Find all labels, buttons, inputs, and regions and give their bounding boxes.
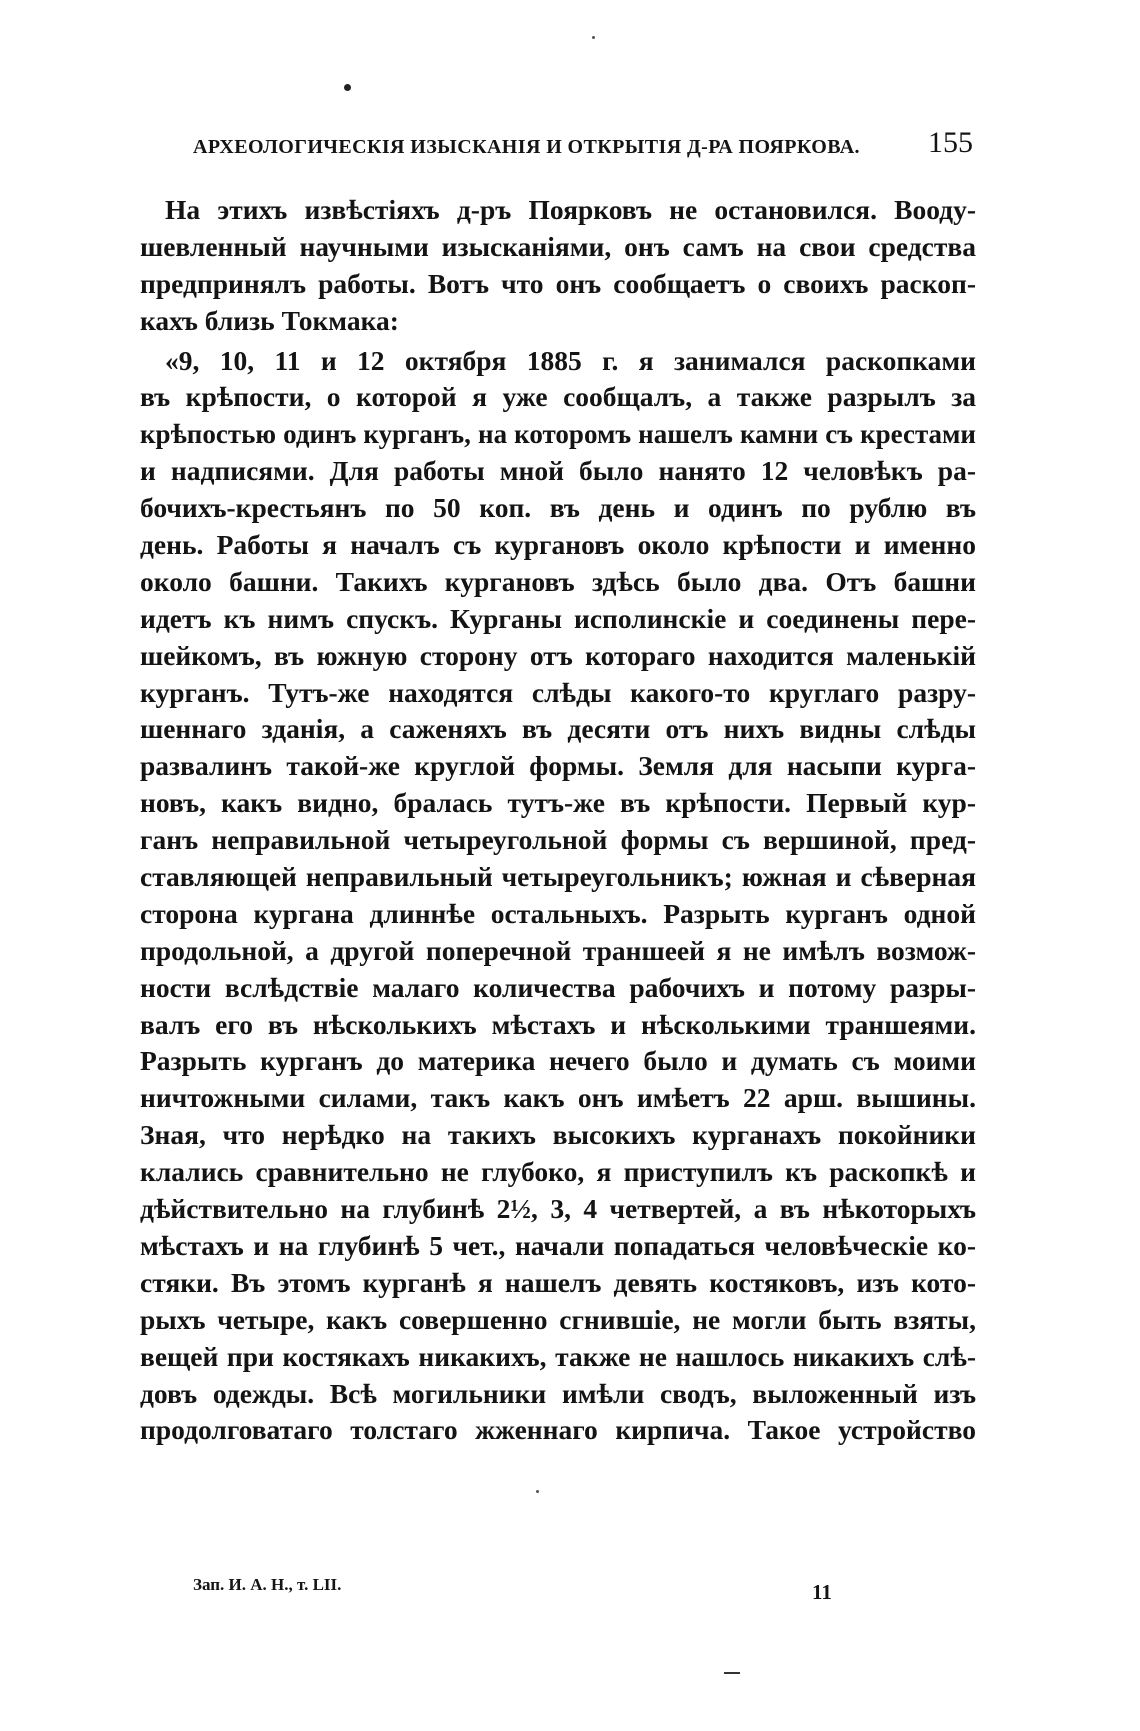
- text-line: ганъ неправильной четыреугольной формы съ вершиной, пред-: [140, 824, 976, 856]
- text-line: рыхъ четыре, какъ совершенно сгнившіе, не могли быть взяты,: [140, 1303, 976, 1335]
- running-head: [193, 126, 973, 166]
- text-line: новъ, какъ видно, бралась тутъ-же въ крѣпости. Первый кур-: [140, 787, 976, 819]
- text-line: клались сравнительно не глубоко, я приступилъ къ раскопкѣ и: [140, 1156, 976, 1188]
- text-line: ничтожными силами, такъ какъ онъ имѣетъ 22 арш. вышины.: [140, 1082, 976, 1114]
- text-line: идетъ къ нимъ спускъ. Курганы исполинскіе и соединены пере-: [140, 602, 976, 634]
- text-line: [140, 1523, 976, 1560]
- text-line: довъ одежды. Всѣ могильники имѣли сводъ, выложенный изъ: [140, 1377, 976, 1409]
- paragraph-2: [140, 343, 976, 1597]
- text-line: предпринялъ работы. Вотъ что онъ сообщаетъ о своихъ раскоп-: [140, 267, 976, 299]
- text-line: въ крѣпости, о которой я уже сообщалъ, а также разрылъ за: [140, 381, 976, 413]
- text-line: Зная, что нерѣдко на такихъ высокихъ курганахъ покойники: [140, 1119, 976, 1151]
- text-line: валъ его въ нѣсколькихъ мѣстахъ и нѣсколькими траншеями.: [140, 1008, 976, 1040]
- page-number: 155: [928, 126, 973, 159]
- text-line: шейкомъ, въ южную сторону отъ котораго находится маленькій: [140, 639, 976, 671]
- text-line: курганъ. Тутъ-же находятся слѣды какого-то круглаго разру-: [140, 676, 976, 708]
- text-line: «9, 10, 11 и 12 октября 1885 г. я занимался раскопками: [165, 344, 976, 376]
- text-line: На этихъ извѣстіяхъ д-ръ Поярковъ не остановился. Вооду-: [165, 194, 976, 225]
- text-line: сторона кургана длиннѣе остальныхъ. Разрыть курганъ одной: [140, 897, 976, 929]
- paragraph-1: [140, 192, 976, 340]
- text-line: Разрыть курганъ до материка нечего было и думать съ моими: [140, 1045, 976, 1077]
- text-line: крѣпостью одинъ курганъ, на которомъ нашелъ камни съ крестами: [140, 419, 976, 450]
- text-line: продольной, а другой поперечной траншеей я не имѣлъ возмож-: [140, 934, 976, 966]
- text-line: мѣстахъ и на глубинѣ 5 чет., начали попадаться человѣческіе ко-: [140, 1229, 976, 1261]
- text-line: дѣйствительно на глубинѣ 2½, 3, 4 четвертей, а въ нѣкоторыхъ: [140, 1193, 976, 1225]
- text-line: вещей при костякахъ никакихъ, также не нашлось никакихъ слѣ-: [140, 1340, 976, 1372]
- ink-speck: [592, 36, 595, 39]
- sheet-number: 11: [812, 1580, 832, 1604]
- text-line: шевленный научными изысканіями, онъ самъ на свои средства: [140, 230, 976, 262]
- text-line: [140, 1449, 976, 1486]
- signature-mark: Зап. И. А. Н., т. LII.: [193, 1575, 342, 1594]
- text-line: [140, 1486, 976, 1523]
- text-line: продолговатаго толстаго жженнаго кирпича. Такое устройство: [140, 1414, 976, 1446]
- body-text: [140, 192, 976, 1597]
- ink-dot: [344, 84, 351, 91]
- running-title: АРХЕОЛОГИЧЕСКІЯ ИЗЫСКАНІЯ И ОТКРЫТІЯ Д-РА ПОЯРКОВА.: [193, 136, 860, 158]
- text-line: бочихъ-крестьянъ по 50 коп. въ день и одинъ по рублю въ: [140, 492, 976, 524]
- text-line: стяки. Въ этомъ курганѣ я нашелъ девять костяковъ, изъ кото-: [140, 1266, 976, 1298]
- text-line: развалинъ такой-же круглой формы. Земля для насыпи курга-: [140, 750, 976, 782]
- text-line: ставляющей неправильный четыреугольникъ; южная и сѣверная: [140, 861, 976, 893]
- text-line: ности вслѣдствіе малаго количества рабочихъ и потому разры-: [140, 971, 976, 1003]
- text-line: день. Работы я началъ съ кургановъ около крѣпости и именно: [140, 529, 976, 561]
- text-line: около башни. Такихъ кургановъ здѣсь было два. Отъ башни: [140, 565, 976, 597]
- text-line: кахъ близь Токмака:: [140, 304, 399, 336]
- ink-dash: [724, 1672, 740, 1674]
- text-line: и надписями. Для работы мной было нанято 12 человѣкъ ра-: [140, 455, 976, 487]
- text-line: шеннаго зданія, а саженяхъ въ десяти отъ нихъ видны слѣды: [140, 713, 976, 745]
